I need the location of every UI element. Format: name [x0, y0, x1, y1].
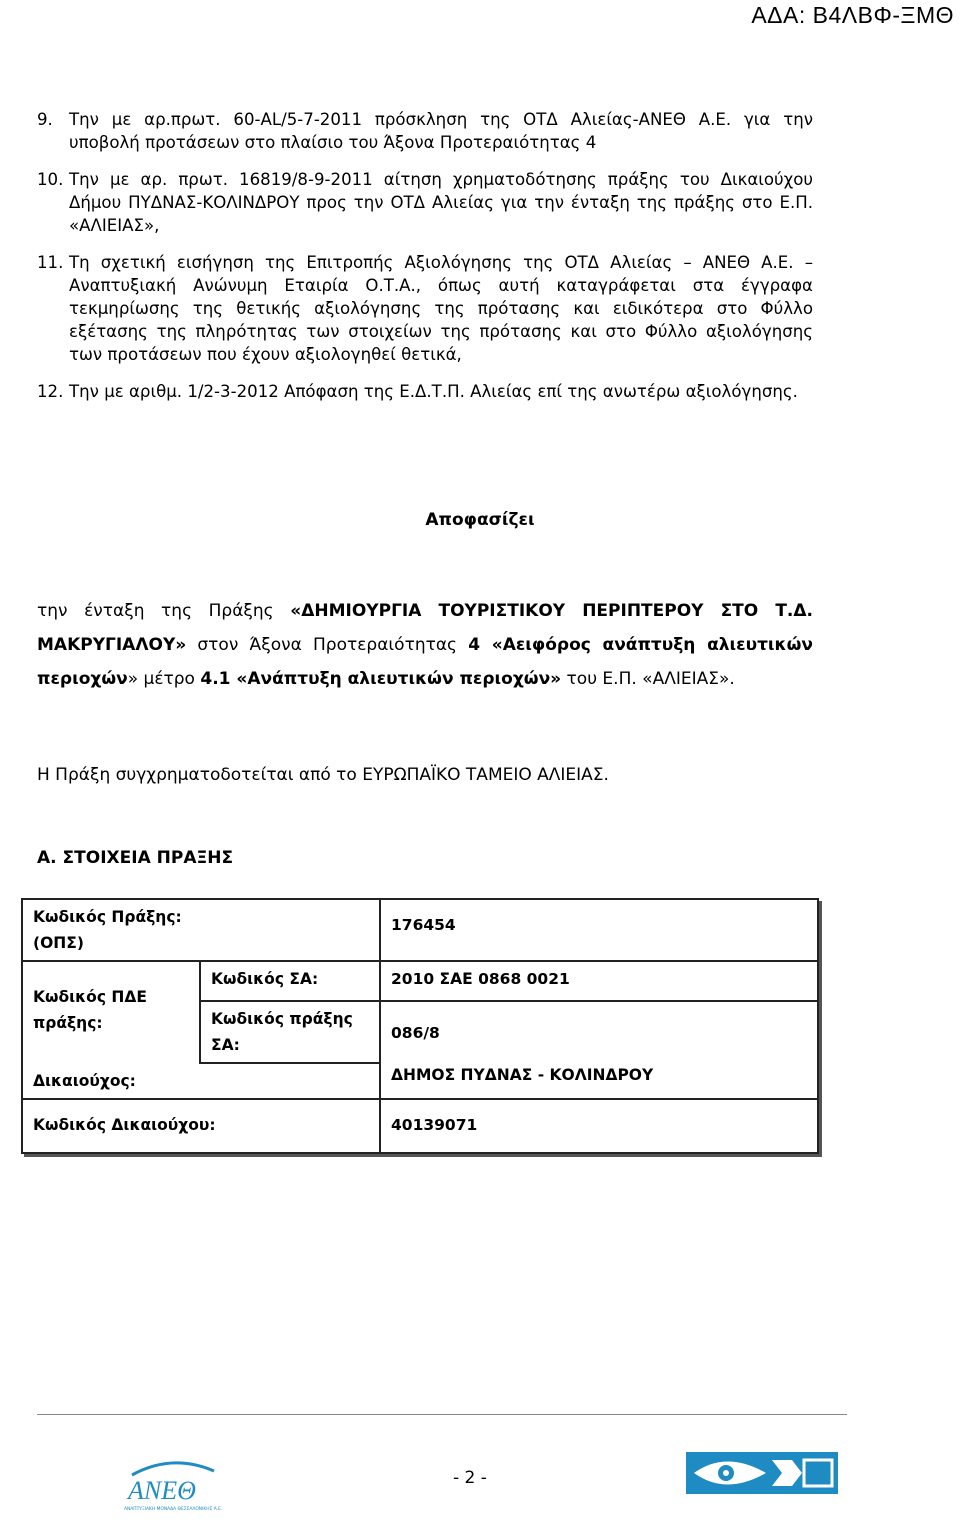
table-row	[22, 1099, 818, 1153]
beneficiary-code-value: 40139071	[380, 1099, 818, 1153]
aneth-logo-subtext: ΑΝΑΠΤΥΞΙΑΚΗ ΜΟΝΑΔΑ ΘΕΣΣΑΛΟΝΙΚΗΣ Α.Ε.	[124, 1507, 222, 1512]
priority-axis: 4 «Αειφόρος ανάπτυξη αλιευτικών περιοχών	[37, 635, 813, 689]
pde-code-label: Κωδικός ΠΔΕ πράξης:	[22, 961, 200, 1063]
sa-code-label: Κωδικός ΣΑ:	[200, 961, 380, 1001]
decision-text: »	[127, 669, 139, 689]
item-number: 10.	[37, 170, 64, 189]
decision-text: του Ε.Π. «ΑΛΙΕΙΑΣ».	[561, 669, 735, 689]
item-text: Τη σχετική εισήγηση της Επιτροπής Αξιολόγησης της ΟΤΔ Αλιείας – ΑΝΕΘ Α.Ε. – Αναπτυξιακή Ανώνυμη Εταιρία Ο.Τ.Α., όπως αυτή καταγράφεται στα έγγραφα τεκμηρίωσης της θετικής αξιολόγησης της πρότασης και ειδικότερα στο Φύλλο εξέτασης της πληρότητας των στοιχείων της πρότασης και στο Φύλλο αξιολόγησης των προτάσεων που έχουν αξιολογηθεί θετικά,	[69, 253, 813, 364]
decision-text: στον Άξονα Προτεραιότητας	[186, 635, 469, 655]
footer-divider	[37, 1414, 847, 1415]
page-number: - 2 -	[453, 1468, 487, 1488]
list-item	[37, 380, 813, 403]
list-item	[37, 108, 813, 154]
item-number: 9.	[37, 110, 53, 129]
decision-heading: Αποφασίζει	[425, 510, 535, 530]
sa-code-value: 2010 ΣΑΕ 0868 0021	[380, 961, 818, 1001]
ops-code-value: 176454	[380, 899, 818, 961]
funding-statement: Η Πράξη συγχρηματοδοτείται από το ΕΥΡΩΠΑΪΚΟ ΤΑΜΕΙΟ ΑΛΙΕΙΑΣ.	[37, 765, 609, 785]
decision-paragraph	[37, 594, 813, 696]
fisheries-eye-logo	[686, 1452, 838, 1494]
item-text: Την με αρ.πρωτ. 60-AL/5-7-2011 πρόσκληση της ΟΤΔ Αλιείας-ΑΝΕΘ Α.Ε. για την υποβολή προτάσεων στο πλαίσιο του Άξονα Προτεραιότητας 4	[69, 110, 813, 152]
decision-text: μέτρο	[138, 669, 201, 689]
decision-text: την ένταξη της Πράξης	[37, 601, 291, 621]
table-row	[22, 899, 818, 961]
sa-project-code-value: 086/8 ΔΗΜΟΣ ΠΥΔΝΑΣ - ΚΟΛΙΝΔΡΟΥ	[380, 1001, 818, 1099]
considerations-list	[37, 108, 813, 417]
list-item	[37, 251, 813, 366]
ops-code-label: Κωδικός Πράξης: (ΟΠΣ)	[22, 899, 380, 961]
project-title: «ΔΗΜΙΟΥΡΓΙΑ ΤΟΥΡΙΣΤΙΚΟΥ ΠΕΡΙΠΤΕΡΟΥ ΣΤΟ Τ.Δ. ΜΑΚΡΥΓΙΑΛΟΥ»	[37, 601, 814, 655]
table-row	[22, 961, 818, 1001]
item-number: 12.	[37, 382, 64, 401]
sa-project-code-label: Κωδικός πράξης ΣΑ:	[200, 1001, 380, 1063]
ada-code: ΑΔΑ: Β4ΛΒΦ-ΞΜΘ	[751, 2, 954, 28]
beneficiary-code-label: Κωδικός Δικαιούχου:	[22, 1099, 380, 1153]
aneth-logo-text: ΑΝΕΘ	[128, 1476, 196, 1505]
project-details-table	[21, 898, 819, 1154]
measure: 4.1 «Ανάπτυξη αλιευτικών περιοχών»	[200, 669, 562, 689]
list-item	[37, 168, 813, 237]
item-text: Την με αρ. πρωτ. 16819/8-9-2011 αίτηση χρηματοδότησης πράξης του Δικαιούχου Δήμου ΠΥΔΝΑΣ-ΚΟΛΙΝΔΡΟΥ προς την ΟΤΔ Αλιείας για την ένταξη της πράξης στο Ε.Π. «ΑΛΙΕΙΑΣ»,	[69, 170, 813, 235]
beneficiary-label: Δικαιούχος:	[22, 1063, 380, 1099]
section-title: Α. ΣΤΟΙΧΕΙΑ ΠΡΑΞΗΣ	[37, 848, 234, 868]
item-text: Την με αριθμ. 1/2-3-2012 Απόφαση της Ε.Δ.Τ.Π. Αλιείας επί της ανωτέρω αξιολόγησης.	[69, 382, 798, 401]
item-number: 11.	[37, 253, 64, 272]
aneth-logo	[122, 1453, 222, 1513]
